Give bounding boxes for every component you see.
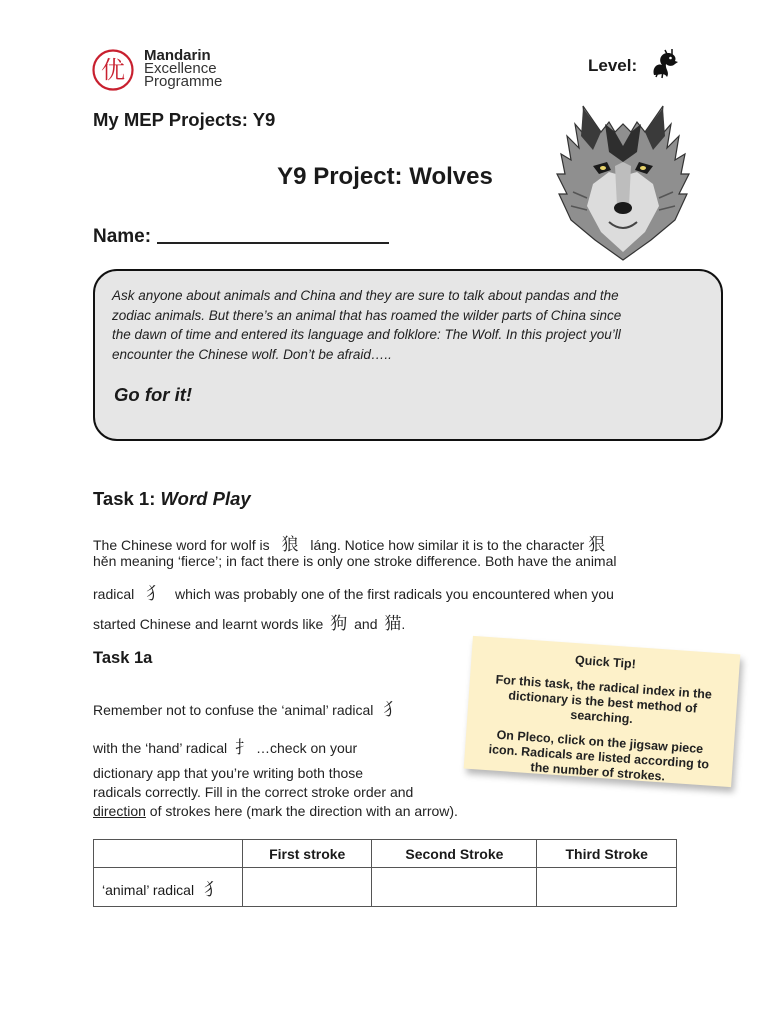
- task1-paragraph-line-3: [93, 579, 614, 604]
- intro-line: the dawn of time and entered its language and folklore: The Wolf. In this project you’ll: [112, 327, 621, 342]
- wolf-head-illustration: [553, 102, 693, 262]
- table-header-row: [94, 840, 677, 868]
- task1a-line-2: [93, 733, 357, 758]
- stroke-order-table: [93, 839, 677, 907]
- page-title: Y9 Project: Wolves: [277, 163, 493, 190]
- quick-tip-paragraph-2: On Pleco, click on the jigsaw piece icon. Radicals are listed according to the number of strokes.: [488, 727, 710, 784]
- task1-paragraph-line-2: hěn meaning ‘fierce’; in fact there is only one stroke difference. Both have the animal: [93, 553, 617, 569]
- table-header-first-stroke: First stroke: [243, 840, 372, 868]
- task1a-line-1: [93, 695, 400, 720]
- task1a-line-4: radicals correctly. Fill in the correct stroke order and: [93, 784, 414, 800]
- task1a-text: Remember not to confuse the ‘animal’ radical: [93, 702, 374, 718]
- intro-line: encounter the Chinese wolf. Don’t be afraid…..: [112, 346, 392, 362]
- task1-text: radical: [93, 586, 135, 602]
- dragon-icon: [648, 48, 680, 80]
- table-header-second-stroke: Second Stroke: [372, 840, 537, 868]
- logo-wordmark: [144, 49, 222, 88]
- char-hand-radical: 扌: [235, 738, 253, 758]
- logo-line-3: Programme: [144, 73, 223, 90]
- task1-paragraph-line-4: [93, 609, 405, 634]
- task1-text: started Chinese and learnt words like: [93, 616, 324, 632]
- underlined-word: direction: [93, 803, 146, 819]
- quick-tip-title: Quick Tip!: [574, 653, 637, 672]
- table-header-blank: [94, 840, 243, 868]
- char-animal-radical: 犭: [146, 584, 164, 604]
- task1a-text: with the ‘hand’ radical: [93, 740, 228, 756]
- task1a-line-5: [93, 803, 458, 819]
- task1-text: .: [401, 616, 406, 632]
- table-row: [94, 868, 677, 907]
- char-dog: 狗: [330, 614, 348, 634]
- intro-line: Ask anyone about animals and China and they are sure to talk about pandas and the: [112, 288, 619, 303]
- char-wolf: 狼: [281, 535, 299, 555]
- char-animal-radical: 犭: [383, 700, 401, 720]
- task1a-text: of strokes here (mark the direction with an arrow).: [145, 803, 458, 819]
- char-cat: 猫: [384, 614, 402, 634]
- char-fierce: 狠: [588, 535, 606, 555]
- task1a-text: …check on your: [256, 740, 358, 756]
- task1-text: and: [354, 616, 378, 632]
- intro-line: zodiac animals. But there’s an animal that has roamed the wilder parts of China since: [112, 307, 622, 323]
- row-label-text: ‘animal’ radical: [102, 881, 195, 898]
- name-label: Name:: [93, 226, 152, 247]
- logo-character: 优: [101, 56, 125, 84]
- projects-heading: My MEP Projects: Y9: [93, 109, 276, 130]
- quick-tip-paragraph-1: For this task, the radical index in the dictionary is the best method of searching.: [495, 672, 713, 727]
- task1-heading: [93, 488, 251, 510]
- task1-text: láng. Notice how similar it is to the character: [310, 537, 585, 553]
- task1a-line-3: dictionary app that you’re writing both those: [93, 765, 364, 781]
- task1a-heading: Task 1a: [93, 649, 153, 667]
- logo-line-1: Mandarin: [144, 47, 211, 64]
- second-stroke-cell[interactable]: [372, 868, 537, 907]
- name-input-line[interactable]: [157, 224, 389, 244]
- logo-line-2: Excellence: [144, 60, 217, 77]
- third-stroke-cell[interactable]: [537, 868, 677, 907]
- intro-text: [112, 286, 712, 364]
- task1-title: Word Play: [160, 488, 251, 509]
- task1-paragraph-line-1: [93, 530, 605, 555]
- go-for-it-callout: Go for it!: [114, 384, 193, 405]
- char-animal-radical: 犭: [203, 879, 221, 900]
- table-row-label: [94, 868, 243, 907]
- quick-tip-note: [464, 636, 741, 787]
- task1-text: which was probably one of the first radicals you encountered when you: [175, 586, 614, 602]
- name-field-row: [93, 224, 389, 248]
- table-header-third-stroke: Third Stroke: [537, 840, 677, 868]
- level-label: Level:: [588, 56, 638, 75]
- task1-label: Task 1:: [93, 488, 156, 509]
- logo-emblem-icon: [91, 48, 135, 92]
- task1-text: The Chinese word for wolf is: [93, 537, 270, 553]
- first-stroke-cell[interactable]: [243, 868, 372, 907]
